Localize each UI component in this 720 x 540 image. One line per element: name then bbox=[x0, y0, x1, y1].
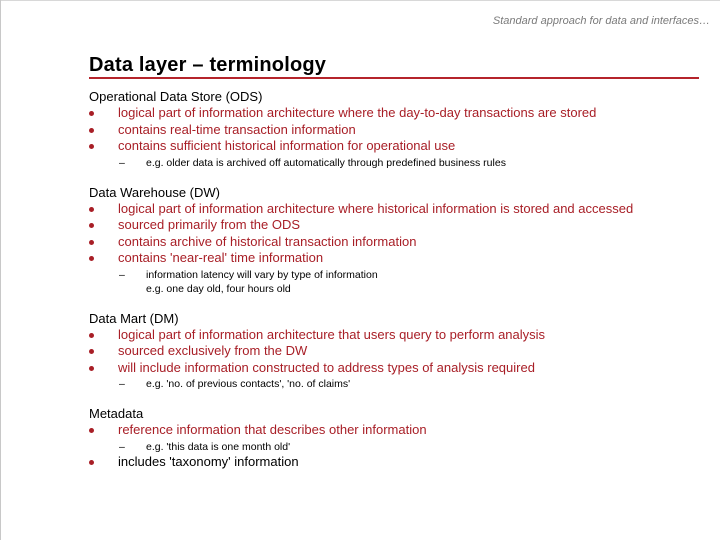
section-ods bbox=[89, 88, 699, 170]
slide-border-left bbox=[0, 0, 1, 540]
list-item: includes 'taxonomy' information bbox=[89, 454, 699, 471]
bullet-icon bbox=[89, 207, 94, 212]
list-item: sourced exclusively from the DW bbox=[89, 343, 699, 360]
section-metadata bbox=[89, 405, 699, 470]
title-underline bbox=[89, 77, 699, 79]
bullet-icon bbox=[89, 460, 94, 465]
section-dm bbox=[89, 310, 699, 392]
bullet-icon bbox=[89, 366, 94, 371]
dash-icon: – bbox=[119, 440, 125, 453]
slide-title: Data layer – terminology bbox=[89, 54, 327, 76]
dash-icon: – bbox=[119, 378, 125, 390]
list-item: logical part of information architecture where historical information is stored and accessed bbox=[89, 201, 699, 218]
bullet-icon bbox=[89, 128, 94, 133]
list-item: contains sufficient historical information for operational use bbox=[89, 138, 699, 155]
sub-item: – e.g. older data is archived off automatically through predefined business rules bbox=[119, 156, 506, 169]
list-item: reference information that describes other information bbox=[89, 422, 699, 439]
list-item: sourced primarily from the ODS bbox=[89, 217, 699, 234]
section-heading: Metadata bbox=[89, 406, 144, 421]
dash-icon: – bbox=[119, 156, 125, 169]
bullet-icon bbox=[89, 349, 94, 354]
sub-item: – e.g. 'no. of previous contacts', 'no. of claims' bbox=[119, 378, 351, 390]
header-caption: Standard approach for data and interfaces… bbox=[492, 15, 710, 27]
list-item: contains 'near-real' time information bbox=[89, 250, 699, 267]
bullet-icon bbox=[89, 111, 94, 116]
list-item: contains real-time transaction information bbox=[89, 122, 699, 139]
sub-item: – e.g. 'this data is one month old' bbox=[119, 440, 291, 453]
bullet-icon bbox=[89, 240, 94, 245]
bullet-icon bbox=[89, 144, 94, 149]
slide-content bbox=[89, 88, 699, 484]
bullet-icon bbox=[89, 428, 94, 433]
sub-item: – information latency will vary by type of information e.g. one day old, four hours old bbox=[119, 268, 378, 295]
bullet-icon bbox=[89, 333, 94, 338]
list-item: will include information constructed to address types of analysis required bbox=[89, 360, 699, 377]
dash-icon: – bbox=[119, 268, 125, 281]
section-heading: Data Mart (DM) bbox=[89, 310, 179, 326]
bullet-icon bbox=[89, 223, 94, 228]
section-heading: Operational Data Store (ODS) bbox=[89, 89, 263, 104]
section-heading: Data Warehouse (DW) bbox=[89, 184, 220, 200]
section-dw bbox=[89, 184, 699, 296]
slide-border-top bbox=[0, 0, 720, 1]
bullet-icon bbox=[89, 256, 94, 261]
list-item: logical part of information architecture that users query to perform analysis bbox=[89, 327, 699, 344]
list-item: logical part of information architecture where the day-to-day transactions are stored bbox=[89, 105, 699, 122]
list-item: contains archive of historical transaction information bbox=[89, 234, 699, 251]
